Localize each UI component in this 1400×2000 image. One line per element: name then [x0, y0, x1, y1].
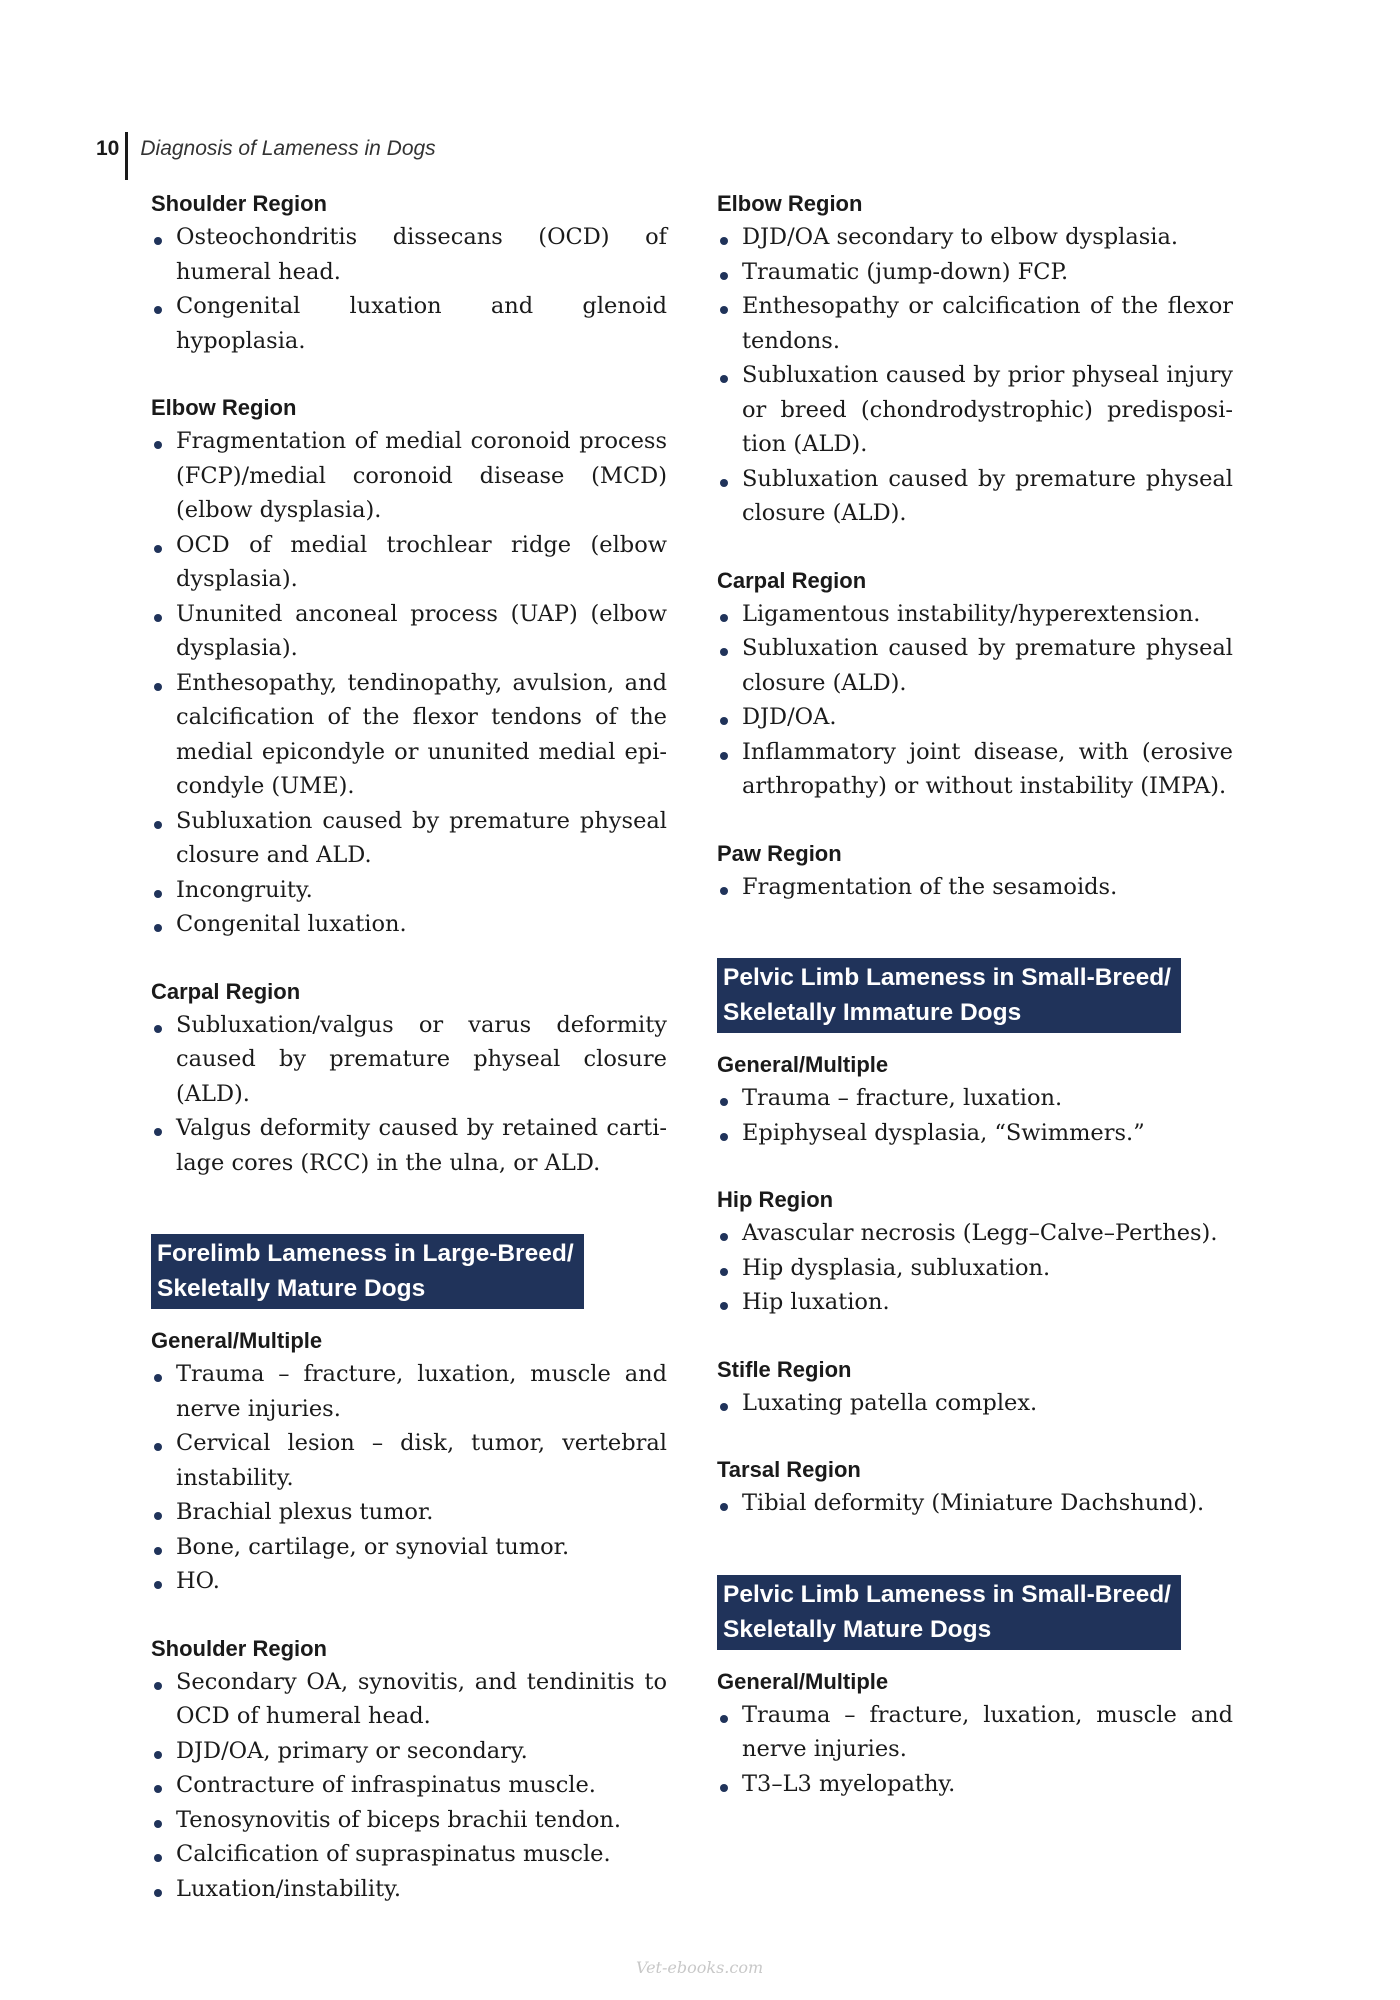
list-item: Epiphyseal dysplasia, “Swimmers.”: [717, 1116, 1233, 1151]
region-heading: General/Multiple: [151, 1328, 323, 1353]
list-item: Traumatic (jump-down) FCP.: [717, 255, 1233, 290]
list-item: OCD of medial trochlear ridge (elbow dysplasia).: [151, 528, 667, 597]
bullet-list: [151, 1008, 667, 1181]
list-item: Hip luxation.: [717, 1285, 1233, 1320]
list-item: Congenital luxation.: [151, 907, 667, 942]
region-block-general-multiple: [717, 1668, 1233, 1802]
list-item: Valgus deformity caused by retained carti-lage cores (RCC) in the ulna, or ALD.: [151, 1111, 667, 1180]
list-item: Hip dysplasia, subluxation.: [717, 1251, 1233, 1286]
region-heading: Tarsal Region: [717, 1457, 861, 1482]
list-item: Cervical lesion – disk, tumor, vertebral instability.: [151, 1426, 667, 1495]
region-block-carpal-region: [717, 567, 1233, 804]
list-item: Tenosynovitis of biceps brachii tendon.: [151, 1803, 667, 1838]
list-item: Osteochondritis dissecans (OCD) of humeral head.: [151, 220, 667, 289]
list-item: Luxation/instability.: [151, 1872, 667, 1907]
list-item: Enthesopathy or calcification of the flexor tendons.: [717, 289, 1233, 358]
region-block-shoulder-region: [151, 1635, 667, 1907]
list-item: Subluxation caused by prior physeal injury or breed (chondrodystrophic) predisposi-tion (ALD).: [717, 358, 1233, 462]
region-heading: Elbow Region: [151, 395, 297, 420]
list-item: Fragmentation of the sesamoids.: [717, 870, 1233, 905]
list-item: Trauma – fracture, luxation.: [717, 1081, 1233, 1116]
bullet-list: [717, 220, 1233, 531]
bullet-list: [717, 1698, 1233, 1802]
list-item: Trauma – fracture, luxation, muscle and nerve injuries.: [151, 1357, 667, 1426]
book-title: Diagnosis of Lameness in Dogs: [140, 137, 436, 160]
region-block-carpal-region: [151, 978, 667, 1181]
list-item: Fragmentation of medial coronoid process (FCP)/medial coronoid disease (MCD) (elbow dysplasia).: [151, 424, 667, 528]
left-column: [151, 190, 667, 1906]
bullet-list: [151, 220, 667, 358]
region-heading: Carpal Region: [151, 978, 301, 1004]
region-heading: Stifle Region: [717, 1356, 852, 1382]
region-heading: Shoulder Region: [151, 191, 327, 216]
region-heading: General/Multiple: [717, 1668, 889, 1694]
region-block-shoulder-region: [151, 190, 667, 358]
watermark-logo: Vet-ebooks.com: [636, 1958, 764, 1977]
bullet-list: [717, 1486, 1233, 1521]
section-title-forelimb-lameness-in-large-breed-skeletally-mature-dogs: Forelimb Lameness in Large-Breed/ Skeletally Mature Dogs: [151, 1234, 584, 1309]
region-heading: Paw Region: [717, 840, 842, 866]
bullet-list: [717, 1081, 1233, 1150]
region-heading: Hip Region: [717, 1187, 834, 1212]
list-item: DJD/OA, primary or secondary.: [151, 1734, 667, 1769]
section-title-pelvic-limb-lameness-in-small-breed-skeletally-mature-dogs: Pelvic Limb Lameness in Small-Breed/ Skeletally Mature Dogs: [717, 1575, 1181, 1650]
list-item: Secondary OA, synovitis, and tendinitis to OCD of humeral head.: [151, 1665, 667, 1734]
list-item: Trauma – fracture, luxation, muscle and nerve injuries.: [717, 1698, 1233, 1767]
list-item: Subluxation caused by premature physeal closure (ALD).: [717, 631, 1233, 700]
list-item: Ligamentous instability/hyperextension.: [717, 597, 1233, 632]
region-block-general-multiple: [151, 1327, 667, 1599]
page-number: 10: [96, 137, 120, 160]
region-heading: Elbow Region: [717, 191, 863, 216]
region-block-elbow-region: [717, 190, 1233, 531]
bullet-list: [717, 597, 1233, 804]
region-heading: Shoulder Region: [151, 1635, 327, 1661]
region-block-paw-region: [717, 840, 1233, 905]
list-item: Inflammatory joint disease, with (erosive arthropathy) or without instability (IMPA).: [717, 735, 1233, 804]
list-item: HO.: [151, 1564, 667, 1599]
list-item: Brachial plexus tumor.: [151, 1495, 667, 1530]
region-block-hip-region: [717, 1186, 1233, 1320]
list-item: Congenital luxation and glenoid hypoplasia.: [151, 289, 667, 358]
region-block-stifle-region: [717, 1356, 1233, 1421]
list-item: Enthesopathy, tendinopathy, avulsion, and calcification of the flexor tendons of the medial epicondyle or ununited medial epi-condyle (UME).: [151, 666, 667, 804]
bullet-list: [717, 1216, 1233, 1320]
list-item: Luxating patella complex.: [717, 1386, 1233, 1421]
bullet-list: [151, 1357, 667, 1599]
region-block-general-multiple: [717, 1051, 1233, 1150]
section-title-pelvic-limb-lameness-in-small-breed-skeletally-immature-dogs: Pelvic Limb Lameness in Small-Breed/ Skeletally Immature Dogs: [717, 958, 1181, 1033]
bullet-list: [717, 870, 1233, 905]
bullet-list: [717, 1386, 1233, 1421]
region-heading: General/Multiple: [717, 1052, 889, 1077]
bullet-list: [151, 1665, 667, 1907]
list-item: Bone, cartilage, or synovial tumor.: [151, 1530, 667, 1565]
list-item: Tibial deformity (Miniature Dachshund).: [717, 1486, 1233, 1521]
region-heading: Carpal Region: [717, 567, 867, 593]
running-header: [96, 132, 436, 180]
list-item: T3–L3 myelopathy.: [717, 1767, 1233, 1802]
list-item: Calcification of supraspinatus muscle.: [151, 1837, 667, 1872]
list-item: Subluxation/valgus or varus deformity caused by premature physeal closure (ALD).: [151, 1008, 667, 1112]
list-item: Incongruity.: [151, 873, 667, 908]
bullet-list: [151, 424, 667, 942]
list-item: Avascular necrosis (Legg–Calve–Perthes).: [717, 1216, 1233, 1251]
list-item: Subluxation caused by premature physeal closure (ALD).: [717, 462, 1233, 531]
region-block-tarsal-region: [717, 1456, 1233, 1521]
list-item: Contracture of infraspinatus muscle.: [151, 1768, 667, 1803]
list-item: DJD/OA secondary to elbow dysplasia.: [717, 220, 1233, 255]
list-item: Ununited anconeal process (UAP) (elbow dysplasia).: [151, 597, 667, 666]
list-item: Subluxation caused by premature physeal closure and ALD.: [151, 804, 667, 873]
right-column: [717, 190, 1233, 1801]
region-block-elbow-region: [151, 394, 667, 942]
list-item: DJD/OA.: [717, 700, 1233, 735]
